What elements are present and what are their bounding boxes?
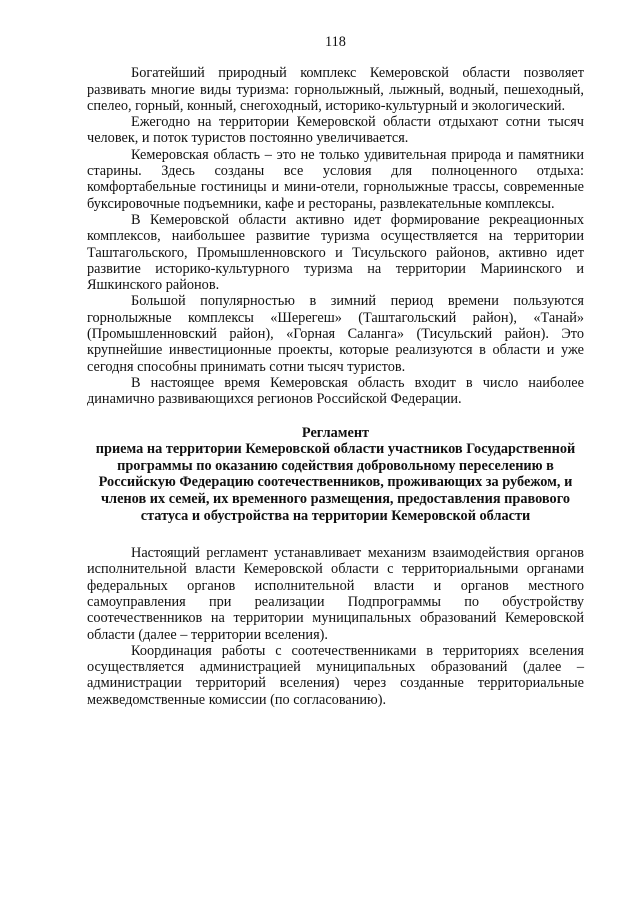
regulation-heading <box>87 425 584 525</box>
paragraph-coordination: Координация работы с соотечественниками в территориях вселения осуществляется администрацией муниципальных образований (далее – администрации территорий вселения) через созданные территориальные межведомственные комиссии (по согласованию). <box>87 642 584 708</box>
page-number: 118 <box>325 34 346 50</box>
document-page <box>87 34 584 708</box>
paragraph-ski-resorts: Большой популярностью в зимний период времени пользуются горнолыжные комплексы «Шерегеш» (Таштагольский район), «Танай» (Промышленновский район), «Горная Саланга» (Тисульский район). Это крупнейшие инвестиционные проекты, которые реализуются в области и уже сегодня способны принимать сотни тысяч туристов. <box>87 293 584 375</box>
paragraph-recreation-complexes: В Кемеровской области активно идет формирование рекреационных комплексов, наибольшее развитие туризма осуществляется на территории Таштагольского, Промышленновского и Тисульского районов, активно идет развитие историко-культурного туризма на территории Мариинского и Яшкинского районов. <box>87 211 584 294</box>
paragraph-dynamic-region: В настоящее время Кемеровская область входит в число наиболее динамично развивающихся регионов Российской Федерации. <box>87 374 584 408</box>
paragraph-tourism-complex: Богатейший природный комплекс Кемеровской области позволяет развивать многие виды туризма: горнолыжный, лыжный, водный, пешеходный, спелео, горный, конный, снегоходный, историко-культурный и экологический. <box>87 65 584 114</box>
heading-title: Регламент <box>301 424 370 441</box>
heading-subtitle: приема на территории Кемеровской области участников Государственной программы по оказанию содействия добровольному переселению в Российскую Федерацию соотечественников, проживающих за рубежом, и членов их семей, их временного размещения, предоставления правового статуса и обустройства на территории Кемеровской области <box>95 441 576 524</box>
section-spacer <box>87 524 584 545</box>
paragraph-regulation-mechanism: Настоящий регламент устанавливает механизм взаимодействия органов исполнительной власти Кемеровской области с территориальными органами федеральных органов исполнительной власти и органов местного самоуправления при реализации Подпрограммы по обустройству соотечественников на территории муниципальных образований Кемеровской области (далее – территории вселения). <box>87 545 584 643</box>
paragraph-conditions: Кемеровская область – это не только удивительная природа и памятники старины. Здесь созданы все условия для полноценного отдыха: комфортабельные гостиницы и мини-отели, горнолыжные трассы, современные буксировочные подъемники, кафе и рестораны, развлекательные комплексы. <box>87 146 584 212</box>
paragraph-annual-visitors: Ежегодно на территории Кемеровской области отдыхают сотни тысяч человек, и поток туристов постоянно увеличивается. <box>87 114 584 147</box>
